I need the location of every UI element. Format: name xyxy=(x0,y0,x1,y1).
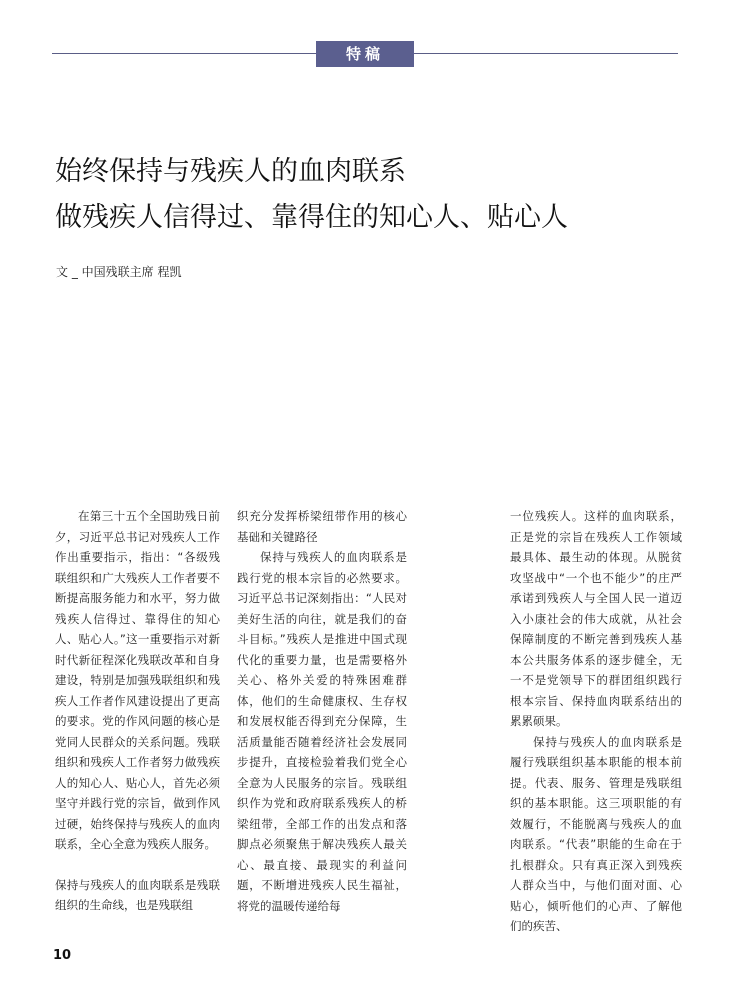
body-column-1 xyxy=(55,506,220,916)
paragraph: 织充分发挥桥梁纽带作用的核心基础和关键路径 xyxy=(237,509,407,544)
paragraph: 保持与残疾人的血肉联系是履行残联组织基本职能的根本前提。代表、服务、管理是残联组织的基本职能。这三项职能的有效履行，不能脱离与残疾人的血肉联系。“代表”职能的生命在于扎根群众。只有真正深入到残疾人群众当中，与他们面对面、心贴心，倾听他们的心声、了解他们的疾苦、 xyxy=(510,734,682,933)
body-column-3 xyxy=(510,506,682,937)
page-number: 10 xyxy=(53,948,72,963)
paragraph: 保持与残疾人的血肉联系是残联组织的生命线，也是残联组 xyxy=(55,877,220,912)
article-title-line-2: 做残疾人信得过、靠得住的知心人、贴心人 xyxy=(55,202,568,233)
body-column-2 xyxy=(237,506,407,916)
paragraph: 在第三十五个全国助残日前夕，习近平总书记对残疾人工作作出重要指示，指出：“各级残联组织和广大残疾人工作者要不断提高服务能力和水平，努力做残疾人信得过、靠得住的知心人、贴心人。”这一重要指示对新时代新征程深化残联改革和自身建设，特别是加强残联组织和残疾人工作者作风建设提出了更高的要求。党的作风问题的核心是党同人民群众的关系问题。残联组织和残疾人工作者努力做残疾人的知心人、贴心人，首先必须坚守并践行党的宗旨，做到作风过硬，始终保持与残疾人的血肉联系，全心全意为残疾人服务。 xyxy=(55,509,220,851)
article-title-line-1: 始终保持与残疾人的血肉联系 xyxy=(55,156,406,187)
paragraph: 保持与残疾人的血肉联系是践行党的根本宗旨的必然要求。习近平总书记深刻指出：“人民对美好生活的向往，就是我们的奋斗目标。”残疾人是推进中国式现代化的重要力量，也是需要格外关心、格外关爱的特殊困难群体，他们的生命健康权、生存权和发展权能否得到充分保障，生活质量能否随着经济社会发展同步提升，直接检验着我们党全心全意为人民服务的宗旨。残联组织作为党和政府联系残疾人的桥梁纽带，全部工作的出发点和落脚点必须聚焦于解决残疾人最关心、最直接、最现实的利益问题，不断增进残疾人民生福祉，将党的温暖传递给每 xyxy=(237,550,407,913)
article-byline: 文 _ 中国残联主席 程凯 xyxy=(56,265,182,279)
section-label: 特稿 xyxy=(316,41,414,67)
paragraph: 一位残疾人。这样的血肉联系，正是党的宗旨在残疾人工作领域最具体、最生动的体现。从脱贫攻坚战中“一个也不能少”的庄严承诺到残疾人与全国人民一道迈入小康社会的伟大成就，从社会保障制度的不断完善到残疾人基本公共服务体系的逐步健全，无一不是党领导下的群团组织践行根本宗旨、保持血肉联系结出的累累硕果。 xyxy=(510,509,682,728)
